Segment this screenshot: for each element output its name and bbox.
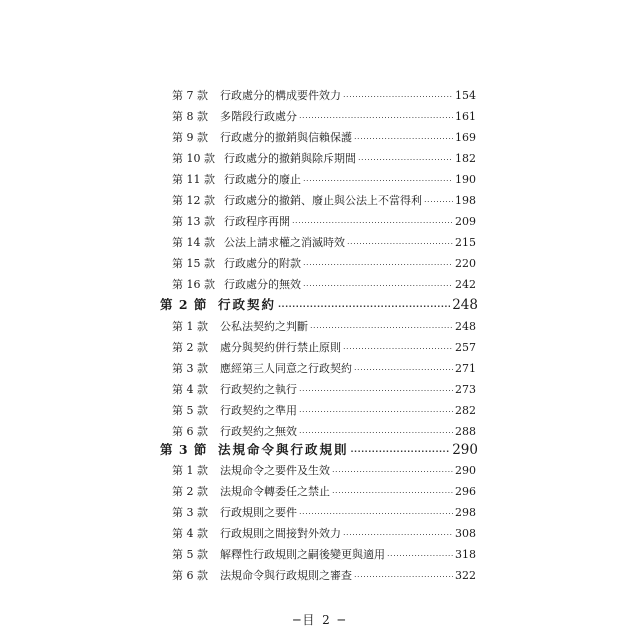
entry-number: 第 7 款 [172, 89, 208, 102]
toc-entry [172, 340, 476, 356]
entry-title: 行政規則之要件 [220, 506, 297, 519]
entry-page: 290 [455, 464, 476, 477]
entry-title: 行政處分的撤銷、廢止與公法上不當得利 [224, 194, 422, 207]
entry-page: 318 [455, 548, 476, 561]
entry-number: 第 1 款 [172, 320, 208, 333]
entry-number: 第 2 款 [172, 485, 208, 498]
dot-leader [303, 170, 453, 187]
toc-section-heading [160, 296, 478, 314]
toc-entry [172, 568, 476, 584]
entry-title: 處分與契約併行禁止原則 [220, 341, 341, 354]
dot-leader [303, 275, 453, 292]
entry-number: 第 5 款 [172, 548, 208, 561]
dot-leader [343, 86, 453, 103]
entry-number: 第 1 款 [172, 464, 208, 477]
entry-page: 308 [455, 527, 476, 540]
entry-number: 第 12 款 [172, 194, 215, 207]
section-number: 第 2 節 [160, 297, 208, 312]
dot-leader [387, 545, 453, 562]
toc-entry [172, 151, 476, 167]
entry-page: 190 [455, 173, 476, 186]
toc-entry [172, 505, 476, 521]
entry-page: 182 [455, 152, 476, 165]
page-footer: ─目 2 ─ [293, 613, 347, 627]
entry-title: 行政處分的廢止 [224, 173, 301, 186]
dot-leader [424, 191, 453, 208]
entry-page: 161 [455, 110, 476, 123]
entry-number: 第 16 款 [172, 278, 215, 291]
entry-number: 第 5 款 [172, 404, 208, 417]
toc-entry [172, 109, 476, 125]
entry-page: 322 [455, 569, 476, 582]
entry-number: 第 6 款 [172, 569, 208, 582]
toc-entry [172, 256, 476, 272]
entry-title: 行政處分的構成要件效力 [220, 89, 341, 102]
entry-page: 220 [455, 257, 476, 270]
toc-entry [172, 235, 476, 251]
entry-title: 法規命令與行政規則之審查 [220, 569, 352, 582]
entry-number: 第 4 款 [172, 527, 208, 540]
dot-leader [351, 439, 451, 459]
toc-entry [172, 361, 476, 377]
entry-title: 行政處分的附款 [224, 257, 301, 270]
entry-page: 169 [455, 131, 476, 144]
entry-page: 298 [455, 506, 476, 519]
entry-page: 248 [455, 320, 476, 333]
entry-title: 行政契約之執行 [220, 383, 297, 396]
entry-title: 多階段行政處分 [220, 110, 297, 123]
entry-title: 行政契約之準用 [220, 404, 297, 417]
section-title: 行政契約 [218, 297, 277, 312]
entry-page: 198 [455, 194, 476, 207]
dot-leader [347, 233, 453, 250]
entry-title: 行政處分的撤銷與信賴保護 [220, 131, 352, 144]
entry-title: 公法上請求權之消滅時效 [224, 236, 345, 249]
entry-number: 第 9 款 [172, 131, 208, 144]
section-number: 第 3 節 [160, 442, 208, 457]
dot-leader [299, 107, 453, 124]
section-page: 248 [452, 297, 478, 313]
toc-entry [172, 526, 476, 542]
section-title: 法規命令與行政規則 [218, 442, 349, 457]
dot-leader [332, 482, 453, 499]
toc-entry [172, 424, 476, 440]
entry-number: 第 4 款 [172, 383, 208, 396]
entry-page: 273 [455, 383, 476, 396]
dot-leader [358, 149, 453, 166]
entry-page: 282 [455, 404, 476, 417]
entry-number: 第 15 款 [172, 257, 215, 270]
entry-number: 第 3 款 [172, 362, 208, 375]
entry-number: 第 13 款 [172, 215, 215, 228]
entry-number: 第 11 款 [172, 173, 215, 186]
dot-leader [332, 461, 453, 478]
dot-leader [310, 317, 453, 334]
toc-entry [172, 193, 476, 209]
entry-number: 第 14 款 [172, 236, 215, 249]
toc-entry [172, 547, 476, 563]
entry-page: 271 [455, 362, 476, 375]
entry-page: 257 [455, 341, 476, 354]
toc-entry [172, 88, 476, 104]
entry-title: 法規命令轉委任之禁止 [220, 485, 330, 498]
toc-entry [172, 382, 476, 398]
dot-leader [343, 524, 453, 541]
dot-leader [299, 380, 453, 397]
entry-page: 296 [455, 485, 476, 498]
entry-title: 公私法契約之判斷 [220, 320, 308, 333]
entry-page: 154 [455, 89, 476, 102]
dot-leader [354, 128, 453, 145]
entry-title: 應經第三人同意之行政契約 [220, 362, 352, 375]
dot-leader [343, 338, 453, 355]
toc-entry [172, 214, 476, 230]
dot-leader [303, 254, 453, 271]
toc-entry [172, 130, 476, 146]
entry-title: 行政契約之無效 [220, 425, 297, 438]
entry-page: 215 [455, 236, 476, 249]
dot-leader [299, 422, 453, 439]
dot-leader [292, 212, 453, 229]
dot-leader [354, 359, 453, 376]
toc-entry [172, 463, 476, 479]
dot-leader [354, 566, 453, 583]
entry-number: 第 6 款 [172, 425, 208, 438]
dot-leader [299, 503, 453, 520]
entry-number: 第 3 款 [172, 506, 208, 519]
entry-number: 第 2 款 [172, 341, 208, 354]
toc-entry [172, 319, 476, 335]
dot-leader [299, 401, 453, 418]
entry-number: 第 10 款 [172, 152, 215, 165]
entry-page: 209 [455, 215, 476, 228]
entry-title: 行政處分的無效 [224, 278, 301, 291]
toc-section-heading [160, 441, 478, 459]
toc-entry [172, 172, 476, 188]
entry-title: 法規命令之要件及生效 [220, 464, 330, 477]
section-page: 290 [452, 442, 478, 458]
entry-page: 242 [455, 278, 476, 291]
toc-entry [172, 484, 476, 500]
entry-title: 行政處分的撤銷與除斥期間 [224, 152, 356, 165]
entry-page: 288 [455, 425, 476, 438]
entry-title: 行政程序再開 [224, 215, 290, 228]
dot-leader [278, 294, 450, 314]
entry-number: 第 8 款 [172, 110, 208, 123]
entry-title: 行政規則之間接對外效力 [220, 527, 341, 540]
entry-title: 解釋性行政規則之嗣後變更與適用 [220, 548, 385, 561]
toc-entry [172, 277, 476, 293]
toc-entry [172, 403, 476, 419]
